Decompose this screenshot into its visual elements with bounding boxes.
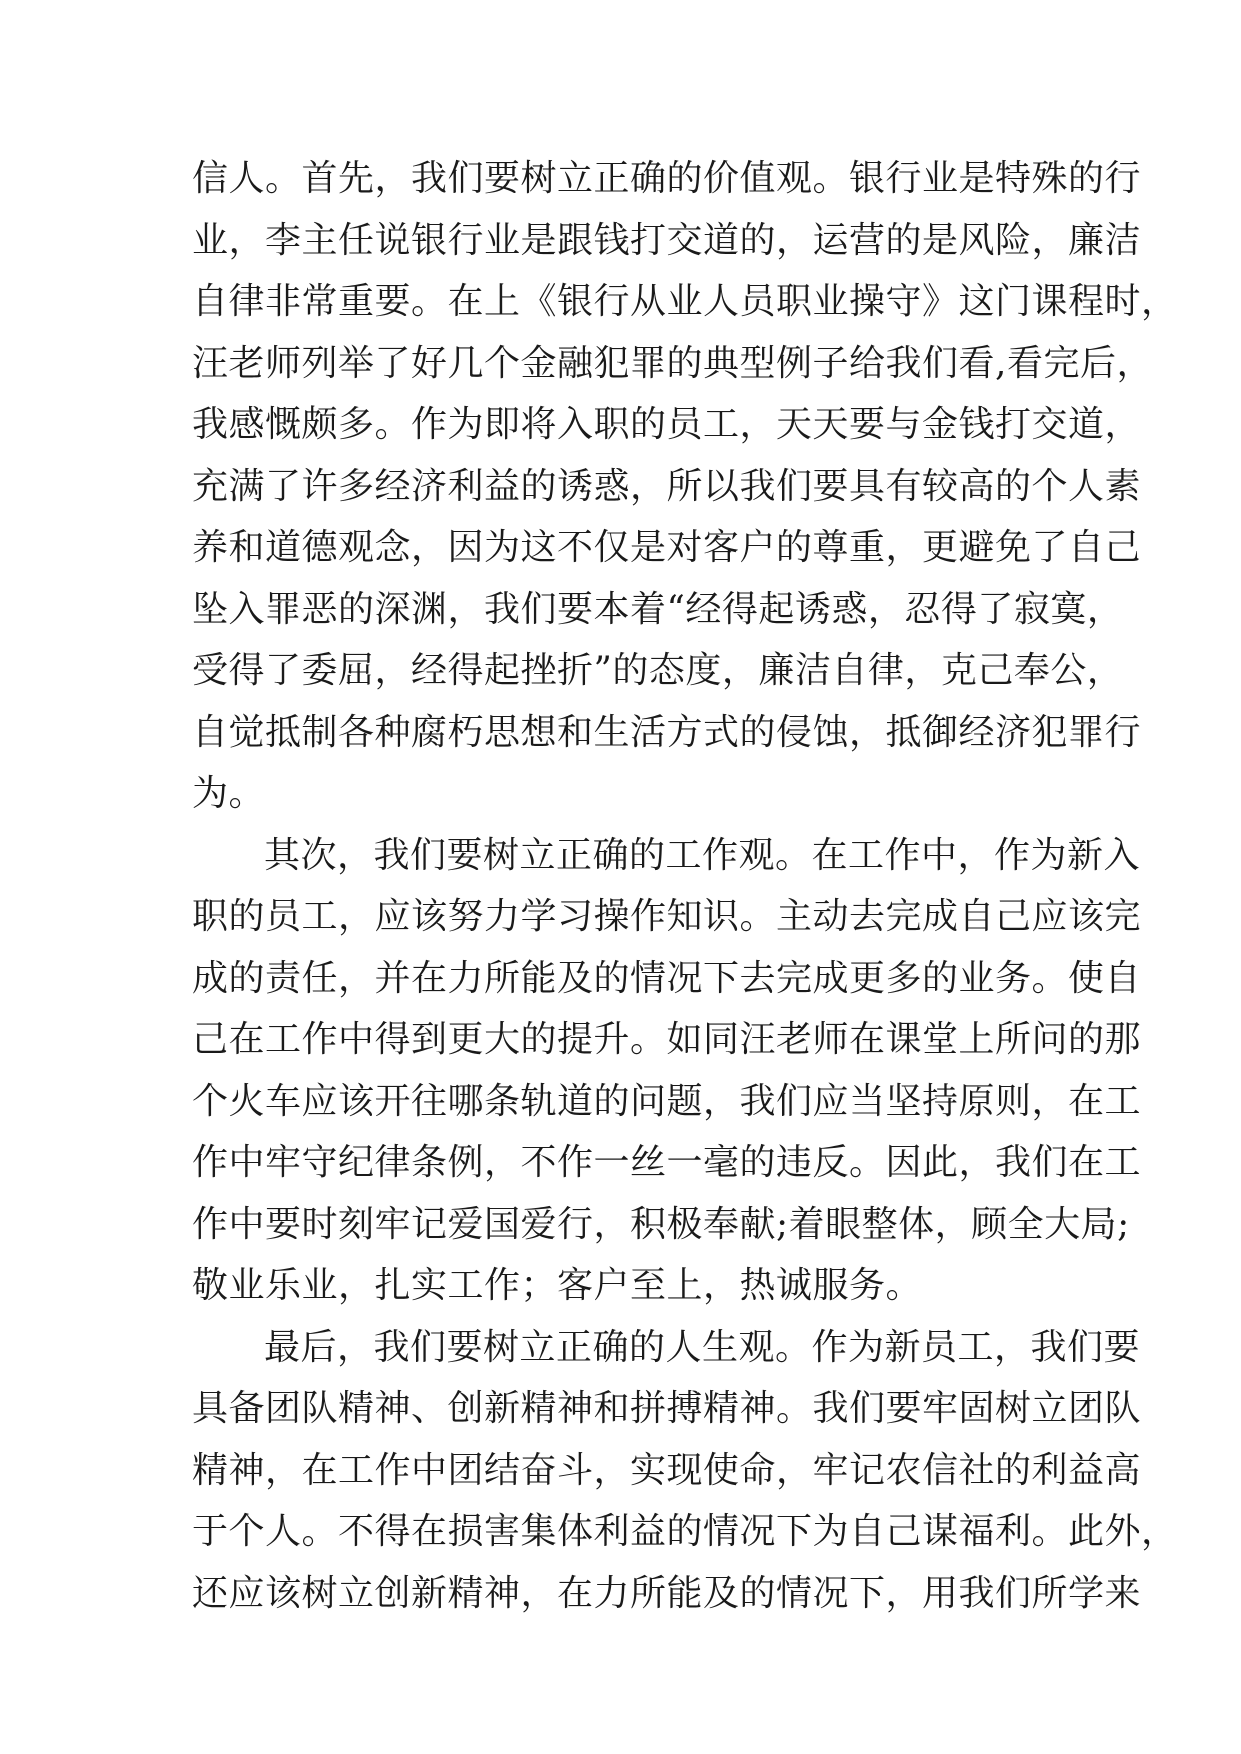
- text-line: 充满了许多经济利益的诱惑，所以我们要具有较高的个人素: [192, 465, 1142, 507]
- paragraph-first-line: 最后，我们要树立正确的人生观。作为新员工，我们要: [264, 1326, 1141, 1368]
- text-line: 作中要时刻牢记爱国爱行，积极奉献;着眼整体，顾全大局;: [192, 1203, 1130, 1245]
- text-line: 作中牢守纪律条例，不作一丝一毫的违反。因此，我们在工: [192, 1142, 1142, 1183]
- body-text: [192, 148, 1178, 1624]
- text-line: 己在工作中得到更大的提升。如同汪老师在课堂上所问的那: [192, 1019, 1142, 1060]
- text-line: 汪老师列举了好几个金融犯罪的典型例子给我们看,看完后，: [192, 342, 1153, 384]
- text-line: 个火车应该开往哪条轨道的问题，我们应当坚持原则，在工: [192, 1080, 1142, 1122]
- text-line: 具备团队精神、创新精神和拼搏精神。我们要牢固树立团队: [192, 1388, 1142, 1429]
- text-line: 为。: [192, 773, 266, 814]
- text-line: 成的责任，并在力所能及的情况下去完成更多的业务。使自: [192, 957, 1142, 999]
- paragraph-first-line: 其次，我们要树立正确的工作观。在工作中，作为新入: [264, 834, 1141, 876]
- text-line: 受得了委屈，经得起挫折”的态度，廉洁自律，克己奉公，: [192, 650, 1124, 691]
- text-line: 自律非常重要。在上《银行从业人员职业操守》这门课程时，: [192, 281, 1178, 322]
- text-line: 坠入罪恶的深渊，我们要本着“经得起诱惑，忍得了寂寞，: [192, 588, 1124, 630]
- text-line: 还应该树立创新精神，在力所能及的情况下，用我们所学来: [192, 1572, 1142, 1614]
- text-line: 养和道德观念，因为这不仅是对客户的尊重，更避免了自己: [192, 527, 1142, 568]
- text-line: 信人。首先，我们要树立正确的价值观。银行业是特殊的行: [192, 158, 1142, 199]
- text-line: 业，李主任说银行业是跟钱打交道的，运营的是风险，廉洁: [192, 219, 1142, 261]
- text-line: 职的员工，应该努力学习操作知识。主动去完成自己应该完: [192, 896, 1142, 937]
- text-line: 敬业乐业，扎实工作；客户至上，热诚服务。: [192, 1265, 923, 1306]
- text-line: 于个人。不得在损害集体利益的情况下为自己谋福利。此外，: [192, 1511, 1178, 1552]
- text-line: 我感慨颇多。作为即将入职的员工，天天要与金钱打交道，: [192, 404, 1142, 445]
- text-line: 自觉抵制各种腐朽思想和生活方式的侵蚀，抵御经济犯罪行: [192, 711, 1142, 753]
- text-line: 精神，在工作中团结奋斗，实现使命，牢记农信社的利益高: [192, 1449, 1142, 1491]
